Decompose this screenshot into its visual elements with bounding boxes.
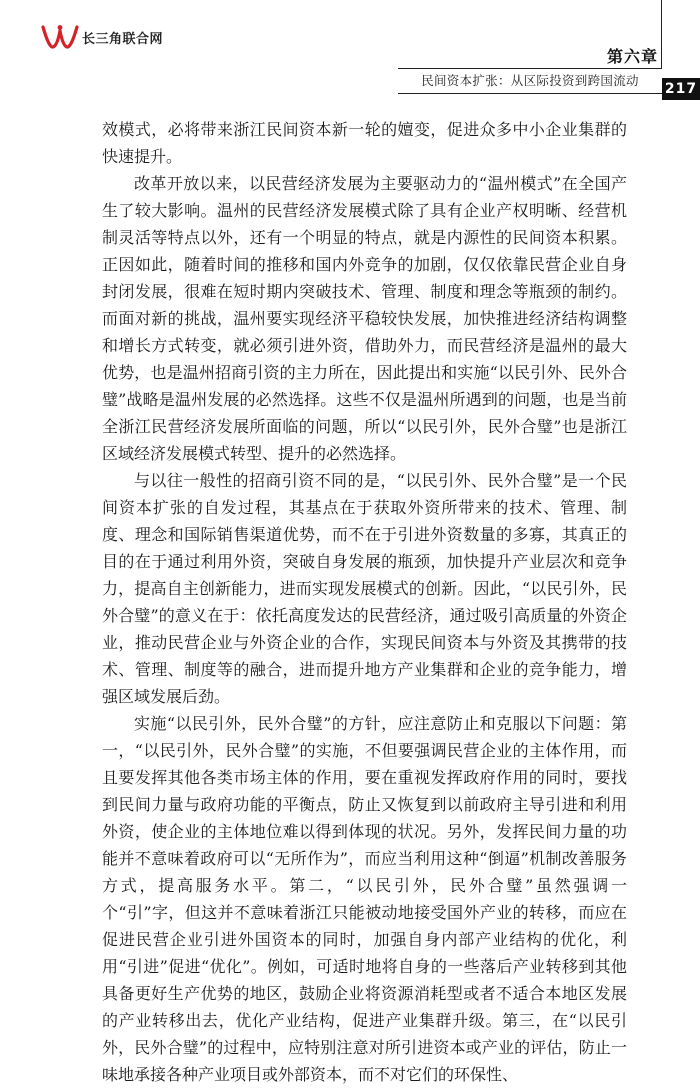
header-rule-top: [398, 68, 662, 69]
paragraph: 与以往一般性的招商引资不同的是，“以民引外、民外合璧”是一个民间资本扩张的自发过程，其基点在于获取外资所带来的技术、管理、制度、理念和国际销售渠道优势，而不在于引进外资数量的多寡，其真正的目的在于通过利用外资，突破自身发展的瓶颈，加快提升产业层次和竞争力，提高自主创新能力，进而实现发展模式的创新。因此，“以民引外，民外合璧”的意义在于：依托高度发达的民营经济，通过吸引高质量的外资企业，推动民营企业与外资企业的合作，实现民间资本与外资及其携带的技术、管理、制度等的融合，进而提升地方产业集群和企业的竞争能力，增强区域发展后劲。: [102, 471, 627, 706]
body-text: [102, 116, 627, 1088]
logo-text: 长三角联合网: [82, 31, 164, 47]
chapter-subtitle: 民间资本扩张：从区际投资到跨国流动: [421, 73, 639, 88]
paragraph-continued: 效模式，必将带来浙江民间资本新一轮的嬗变，促进众多中小企业集群的快速提升。: [102, 120, 627, 166]
page-number: 217: [662, 78, 700, 100]
chapter-title: 第六章: [606, 47, 658, 66]
paragraph: 改革开放以来，以民营经济发展为主要驱动力的“温州模式”在全国产生了较大影响。温州的民营经济发展模式除了具有企业产权明晰、经营机制灵活等特点以外，还有一个明显的特点，就是内源性的民间资本积累。正因如此，随着时间的推移和国内外竞争的加剧，仅仅依靠民营企业自身封闭发展，很难在短时期内突破技术、管理、制度和理念等瓶颈的制约。而面对新的挑战，温州要实现经济平稳较快发展，加快推进经济结构调整和增长方式转变，就必须引进外资，借助外力，而民营经济是温州的最大优势，也是温州招商引资的主力所在，因此提出和实施“以民引外、民外合璧”战略是温州发展的必然选择。这些不仅是温州所遇到的问题，也是当前全浙江民营经济发展所面临的问题，所以“以民引外，民外合璧”也是浙江区域经济发展模式转型、提升的必然选择。: [102, 174, 627, 463]
paragraph: 实施“以民引外，民外合璧”的方针，应注意防止和克服以下问题：第一，“以民引外，民外合璧”的实施，不但要强调民营企业的主体作用，而且要发挥其他各类市场主体的作用，要在重视发挥政府作用的同时，要找到民间力量与政府功能的平衡点，防止又恢复到以前政府主导引进和利用外资，使企业的主体地位难以得到体现的状况。另外，发挥民间力量的功能并不意味着政府可以“无所作为”，而应当利用这种“倒逼”机制改善服务方式，提高服务水平。第二，“以民引外，民外合璧”虽然强调一个“引”字，但这并不意味着浙江只能被动地接受国外产业的转移，而应在促进民营企业引进外国资本的同时，加强自身内部产业结构的优化，利用“引进”促进“优化”。例如，可适时地将自身的一些落后产业转移到其他具备更好生产优势的地区，鼓励企业将资源消耗型或者不适合本地区发展的产业转移出去，优化产业结构，促进产业集群升级。第三，在“以民引外，民外合璧”的过程中，应特别注意对所引进资本或产业的评估，防止一味地承接各种产业项目或外部资本，而不对它们的环保性、: [102, 714, 627, 1084]
header-rule-bottom: [398, 93, 662, 94]
header-vertical-rule: [661, 0, 662, 69]
site-logo: [40, 24, 163, 50]
wave-logo-icon: [40, 24, 80, 50]
